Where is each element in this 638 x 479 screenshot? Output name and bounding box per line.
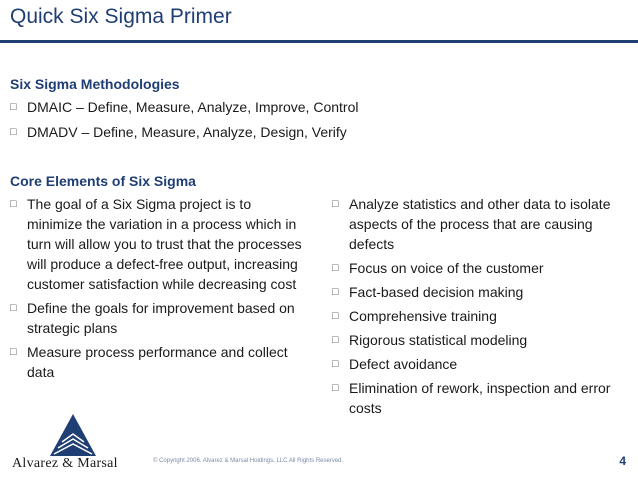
methodologies-heading: Six Sigma Methodologies <box>10 76 180 92</box>
square-bullet-icon: □ <box>332 310 339 322</box>
bullet-text <box>349 378 610 418</box>
square-bullet-icon: □ <box>332 198 339 210</box>
title-divider <box>0 40 638 43</box>
bullet-line: Measure process performance and collect <box>27 344 288 360</box>
bullet-line: defects <box>349 236 395 252</box>
page-number: 4 <box>619 454 626 468</box>
copyright-notice: © Copyright 2006. Alvarez & Marsal Holdings, LLC All Rights Reserved. <box>153 458 344 464</box>
bullet-line: Defect avoidance <box>349 356 458 372</box>
bullet-text <box>27 194 302 294</box>
bullet-text <box>349 258 544 278</box>
bullet-line: will produce a defect-free output, increasing <box>27 256 298 272</box>
bullet-line: The goal of a Six Sigma project is to <box>27 196 252 212</box>
bullet-line: Fact-based decision making <box>349 284 524 300</box>
square-bullet-icon: □ <box>332 334 339 346</box>
bullet-line: strategic plans <box>27 320 118 336</box>
bullet-line: minimize the variation in a process which in <box>27 216 297 232</box>
bullet-text <box>349 282 523 302</box>
bullet-line: Define the goals for improvement based on <box>27 300 295 316</box>
core-elements-heading: Core Elements of Six Sigma <box>10 173 196 189</box>
square-bullet-icon: □ <box>332 286 339 298</box>
bullet-text <box>349 330 527 350</box>
bullet-text: DMADV – Define, Measure, Analyze, Design, Verify <box>27 124 347 140</box>
bullet-line: turn will allow you to trust that the processes <box>27 236 302 252</box>
square-bullet-icon: □ <box>10 101 17 113</box>
slide-title: Quick Six Sigma Primer <box>10 5 232 28</box>
square-bullet-icon: □ <box>332 382 339 394</box>
bullet-line: Analyze statistics and other data to isolate <box>349 196 611 212</box>
square-bullet-icon: □ <box>10 198 17 210</box>
bullet-text: DMAIC – Define, Measure, Analyze, Improve, Control <box>27 99 359 115</box>
bullet-line: Rigorous statistical modeling <box>349 332 528 348</box>
bullet-line: Focus on voice of the customer <box>349 260 544 276</box>
square-bullet-icon: □ <box>10 126 17 138</box>
bullet-text <box>27 342 288 382</box>
bullet-text <box>27 298 295 338</box>
bullet-line: customer satisfaction while decreasing cost <box>27 276 297 292</box>
bullet-line: costs <box>349 400 382 416</box>
square-bullet-icon: □ <box>332 262 339 274</box>
company-logo-text: Alvarez & Marsal <box>12 456 118 471</box>
square-bullet-icon: □ <box>10 302 17 314</box>
square-bullet-icon: □ <box>332 358 339 370</box>
square-bullet-icon: □ <box>10 346 17 358</box>
bullet-line: data <box>27 364 55 380</box>
bullet-line: aspects of the process that are causing <box>349 216 593 232</box>
bullet-line: Elimination of rework, inspection and error <box>349 380 611 396</box>
triangle-logo-icon <box>48 412 98 458</box>
bullet-text <box>349 354 457 374</box>
bullet-line: Comprehensive training <box>349 308 497 324</box>
bullet-text <box>349 194 610 254</box>
bullet-text <box>349 306 497 326</box>
